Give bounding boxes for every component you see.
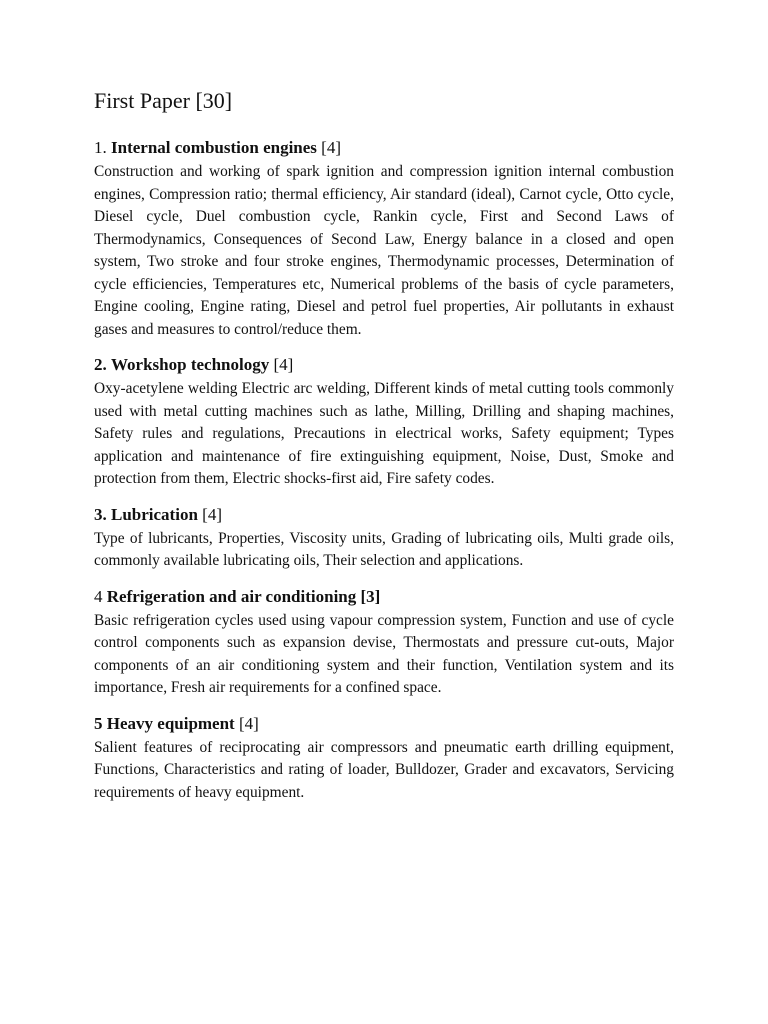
section-marks: [4] [202,504,222,524]
section-lubrication [94,503,674,573]
section-number: 2. [94,355,107,374]
section-internal-combustion-engines [94,136,674,341]
section-heading [94,353,674,377]
section-number: 4 [94,586,103,606]
section-heading [94,585,674,609]
section-name: Heavy equipment [106,713,235,733]
section-number: 3. [94,504,107,524]
section-body: Type of lubricants, Properties, Viscosity units, Grading of lubricating oils, Multi grade oils, commonly available lubricating oils, Their selection and applications. [94,529,674,569]
section-name: Workshop technology [111,355,270,374]
section-heading [94,712,674,736]
section-body: Oxy-acetylene welding Electric arc welding, Different kinds of metal cutting tools commonly used with metal cutting machines such as lathe, Milling, Drilling and shaping machines, Safety rules and regulations, Precautions in electrical works, Safety equipment; Types application and maintenance of fire extinguishing equipment, Noise, Dust, Smoke and protection from them, Electric shocks-first aid, Fire safety codes. [94,380,674,487]
section-body: Basic refrigeration cycles used using vapour compression system, Function and use of cycle control components such as expansion devise, Thermostats and pressure cut-outs, Major components of an air conditioning system and their function, Ventilation system and its importance, Fresh air requirements for a confined space. [94,611,674,696]
section-body: Salient features of reciprocating air compressors and pneumatic earth drilling equipment, Functions, Characteristics and rating of loader, Bulldozer, Grader and excavators, Servicing requirements of heavy equipment. [94,738,674,801]
section-workshop-technology [94,353,674,491]
section-marks: [4] [238,713,259,733]
section-marks: [4] [321,138,341,157]
section-heavy-equipment [94,712,674,805]
section-number: 1. [94,138,107,157]
section-heading [94,136,674,160]
section-number: 5 [94,713,103,733]
section-body: Construction and working of spark ignition and compression ignition internal combustion engines, Compression ratio; thermal efficiency, Air standard (ideal), Carnot cycle, Otto cycle, Diesel cycle, Duel combustion cycle, Rankin cycle, First and Second Laws of Thermodynamics, Consequences of Second Law, Energy balance in a closed and open system, Two stroke and four stroke engines, Thermodynamic processes, Determination of cycle efficiencies, Temperatures etc, Numerical problems of the basis of cycle parameters, Engine cooling, Engine rating, Diesel and petrol fuel properties, Air pollutants in exhaust gases and measures to control/reduce them. [94,163,674,338]
section-marks: [4] [273,355,294,374]
page-title: First Paper [30] [94,88,233,113]
section-name: Refrigeration and air conditioning [106,586,357,606]
section-marks: [3] [360,586,381,606]
section-heading [94,503,674,527]
section-name: Internal combustion engines [111,138,317,157]
section-refrigeration-and-air-conditioning [94,585,674,700]
section-name: Lubrication [111,504,198,524]
